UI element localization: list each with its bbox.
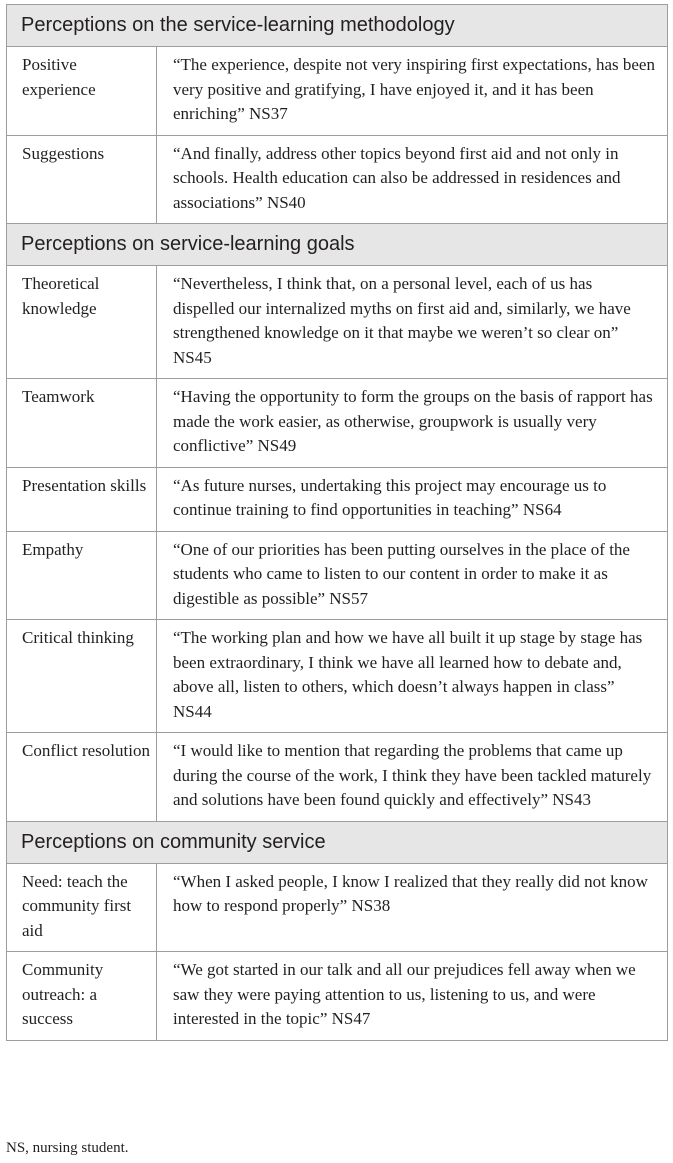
student-quote: “As future nurses, undertaking this project may encourage us to continue training to find opportunities in teaching” NS64 [157, 467, 668, 531]
theme-label: Empathy [7, 531, 157, 620]
section-header-row [7, 821, 668, 863]
table-row [7, 531, 668, 620]
table-row [7, 620, 668, 733]
student-quote: “One of our priorities has been putting ourselves in the place of the students who came to listen to our content in order to make it as digestible as possible” NS57 [157, 531, 668, 620]
student-quote: “And finally, address other topics beyond first aid and not only in schools. Health education can also be addressed in residences and associations” NS40 [157, 135, 668, 224]
section-header-row [7, 224, 668, 266]
section-title: Perceptions on service-learning goals [7, 224, 668, 266]
table-row [7, 266, 668, 379]
theme-label: Suggestions [7, 135, 157, 224]
student-quote: “We got started in our talk and all our prejudices fell away when we saw they were paying attention to us, listening to us, and were interested in the topic” NS47 [157, 952, 668, 1041]
section-title: Perceptions on the service-learning methodology [7, 5, 668, 47]
section-header-row [7, 5, 668, 47]
theme-label: Theoretical knowledge [7, 266, 157, 379]
section-title: Perceptions on community service [7, 821, 668, 863]
theme-label: Need: teach the community first aid [7, 863, 157, 952]
theme-label: Critical thinking [7, 620, 157, 733]
student-quote: “Having the opportunity to form the groups on the basis of rapport has made the work easier, as otherwise, groupwork is usually very conflictive” NS49 [157, 379, 668, 468]
table-row [7, 135, 668, 224]
theme-label: Teamwork [7, 379, 157, 468]
table-row [7, 467, 668, 531]
table-row [7, 952, 668, 1041]
perceptions-table-container [6, 4, 667, 1041]
table-row [7, 733, 668, 822]
student-quote: “When I asked people, I know I realized that they really did not know how to respond properly” NS38 [157, 863, 668, 952]
table-row [7, 47, 668, 136]
theme-label: Presentation skills [7, 467, 157, 531]
table-row [7, 863, 668, 952]
theme-label: Community outreach: a success [7, 952, 157, 1041]
table-footnote: NS, nursing student. [6, 1140, 129, 1156]
theme-label: Conflict resolution [7, 733, 157, 822]
student-quote: “The experience, despite not very inspiring first expectations, has been very positive and gratifying, I have enjoyed it, and it has been enriching” NS37 [157, 47, 668, 136]
student-quote: “I would like to mention that regarding the problems that came up during the course of the work, I think they have been tackled maturely and solutions have been found quickly and effectively” NS43 [157, 733, 668, 822]
student-quote: “Nevertheless, I think that, on a personal level, each of us has dispelled our internalized myths on first aid and, similarly, we have strengthened knowledge on it that maybe we weren’t so clear on” NS45 [157, 266, 668, 379]
table-row [7, 379, 668, 468]
theme-label: Positive experience [7, 47, 157, 136]
student-quote: “The working plan and how we have all built it up stage by stage has been extraordinary, I think we have all learned how to debate and, above all, listen to others, which doesn’t always happen in class” NS44 [157, 620, 668, 733]
perceptions-table [6, 4, 668, 1041]
